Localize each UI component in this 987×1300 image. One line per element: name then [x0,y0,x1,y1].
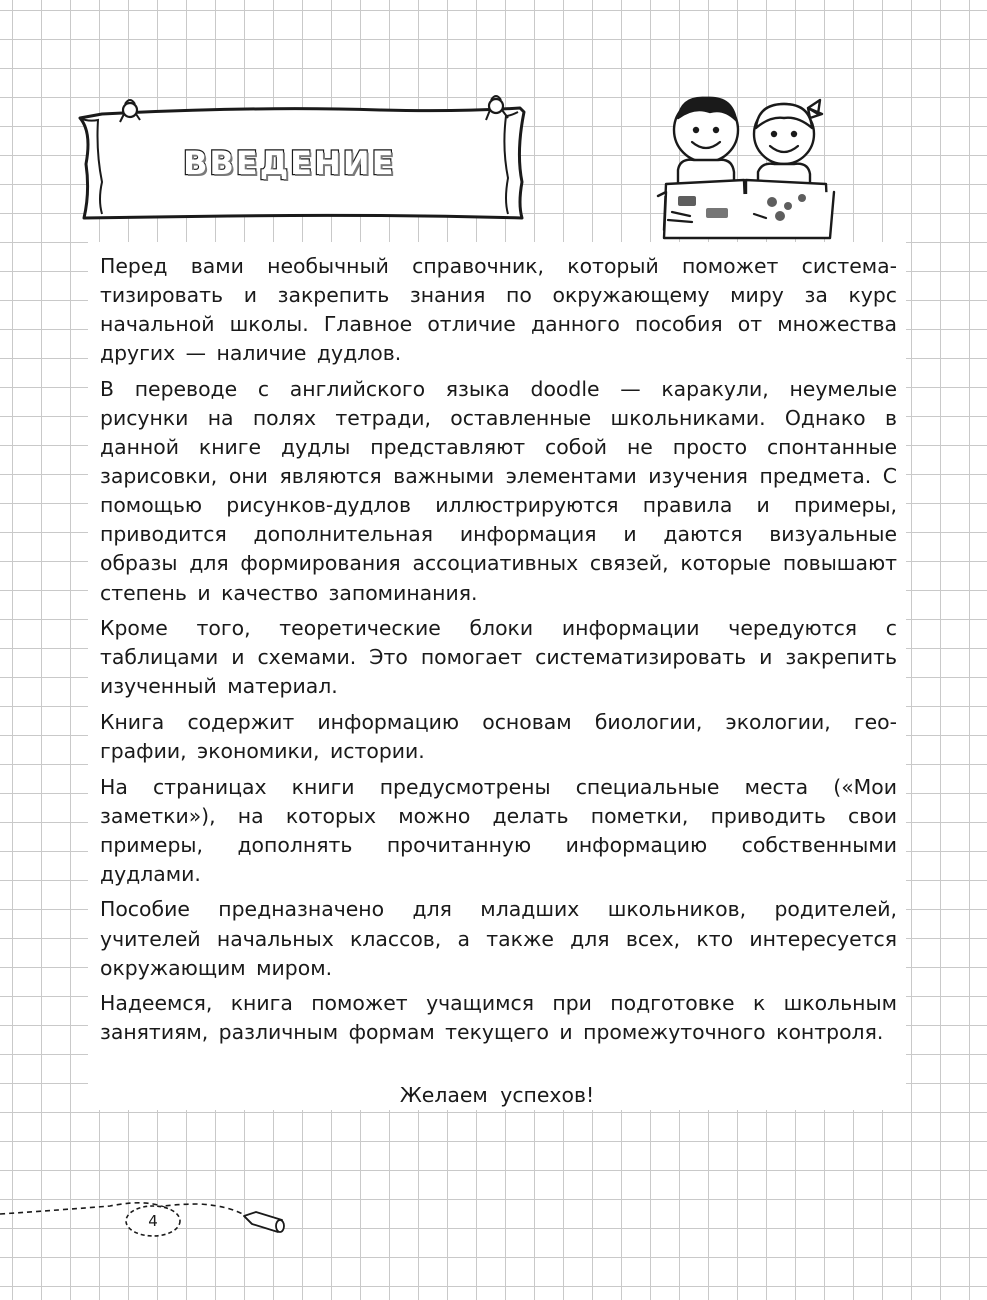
paragraph: Перед вами необычный справочник, который поможет систематизировать и закрепить знания по окружающему миру за курс начальной школы. Главное отличие данного пособия от множества других — наличие дудлов. [100,254,897,366]
paragraph: Пособие предназначено для младших школьников, родителей, учителей начальных классов, а также для всех, кто интересуется окружающим миром. [100,897,897,980]
introduction-text [100,252,897,1054]
page-number: 4 [148,1212,158,1230]
paragraph: Кроме того, теоретические блоки информации чередуются с таблицами и схемами. Это помогает систематизировать и закрепить изученный материал. [100,616,897,699]
children-reading-icon [650,88,840,240]
heading-banner [78,92,533,227]
page-title: ВВЕДЕНИЕ [183,144,396,182]
paragraph: Надеемся, книга поможет учащимся при подготовке к школьным занятиям, различным формам текущего и промежуточного контроля. [100,991,897,1045]
paragraph: В переводе с английского языка doodle — каракули, неумелые рисунки на полях тетради, оставленные школьниками. Однако в данной книге дудлы представляют собой не просто спонтанные зарисовки, они являются важными элементами изучения предмета. С помощью рисунков-дудлов иллюстрируются правила и примеры, приводится дополнительная информация и даются визуальные образы для формирования ассоциативных связей, которые повышают степень и качество запоминания. [100,376,897,605]
closing-line: Желаем успехов! [399,1083,595,1107]
paragraph: На страницах книги предусмотрены специальные места («Мои заметки»), на которых можно делать пометки, приводить свои примеры, дополнять прочитанную информацию собственными дудлами. [100,774,897,886]
paragraph: Книга содержит информацию основам биологии, экологии, географии, экономики, истории. [100,709,897,763]
pencil-icon [244,1212,284,1232]
